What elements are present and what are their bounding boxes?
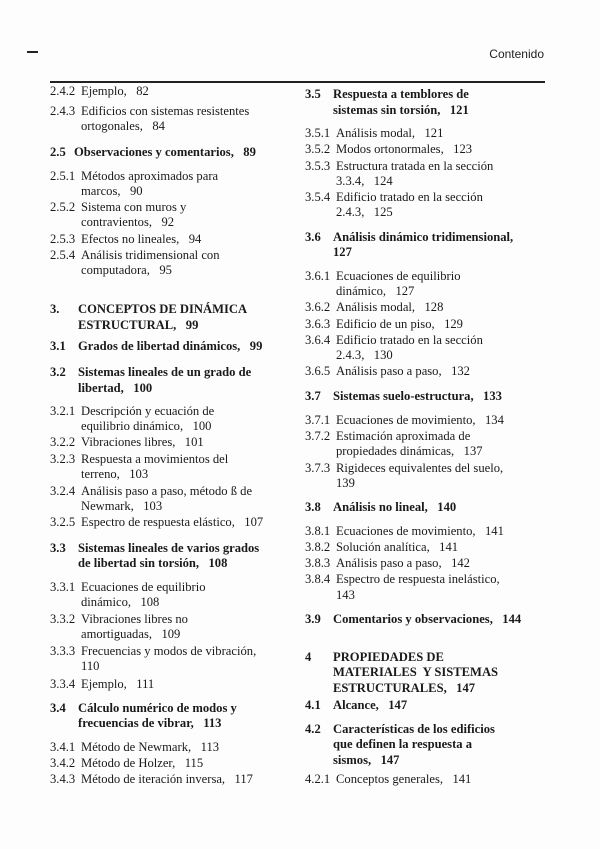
toc-entry-text: Análisis tridimensional con <box>81 248 220 262</box>
toc-entry-text: Vibraciones libres no <box>81 612 188 626</box>
toc-entry-text: Ejemplo, 82 <box>81 84 149 98</box>
toc-entry-text: amortiguadas, 109 <box>81 627 181 641</box>
toc-entry-number: 2.5.1 <box>50 169 76 183</box>
toc-entry-text: dinámico, 108 <box>81 595 160 609</box>
toc-entry-text: contravientos, 92 <box>81 215 175 229</box>
toc-entry-number: 3.8 <box>305 500 321 514</box>
toc-entry-text: frecuencias de vibrar, 113 <box>78 716 222 730</box>
toc-entry-text: CONCEPTOS DE DINÁMICA <box>78 302 248 316</box>
toc-entry-text: Newmark, 103 <box>81 499 163 513</box>
toc-entry-text: Sistema con muros y <box>81 200 187 214</box>
toc-entry-number: 3.3.4 <box>50 677 76 691</box>
toc-entry-number: 3.4.3 <box>50 772 76 786</box>
toc-entry-text: Método de iteración inversa, 117 <box>81 772 253 786</box>
toc-entry-number: 2.5 <box>50 145 66 159</box>
toc-entry-text: Análisis modal, 128 <box>336 300 444 314</box>
toc-entry-text: libertad, 100 <box>78 381 153 395</box>
toc-entry-text: Características de los edificios <box>333 722 495 736</box>
toc-entry-number: 3.3 <box>50 541 66 555</box>
toc-entry-text: MATERIALES Y SISTEMAS <box>333 665 499 679</box>
toc-entry-text: Edificio de un piso, 129 <box>336 317 463 331</box>
toc-entry-number: 3.5 <box>305 87 321 101</box>
toc-entry-number: 4.2.1 <box>305 772 331 786</box>
toc-entry-text: Alcance, 147 <box>333 698 408 712</box>
toc-entry-text: Análisis modal, 121 <box>336 126 444 140</box>
toc-entry-text: Ecuaciones de movimiento, 141 <box>336 524 504 538</box>
toc-entry-number: 3.4.2 <box>50 756 76 770</box>
toc-entry-number: 3. <box>50 302 60 316</box>
toc-entry-text: Vibraciones libres, 101 <box>81 435 204 449</box>
toc-entry-text: sismos, 147 <box>333 753 400 767</box>
toc-entry-text: Comentarios y observaciones, 144 <box>333 612 522 626</box>
toc-entry-text: que definen la respuesta a <box>333 737 473 751</box>
page-dash <box>27 51 38 53</box>
toc-entry-text: Respuesta a temblores de <box>333 87 469 101</box>
toc-entry-number: 2.5.3 <box>50 232 76 246</box>
toc-entry-text: Observaciones y comentarios, 89 <box>74 145 256 159</box>
toc-entry-number: 3.9 <box>305 612 321 626</box>
toc-entry-number: 4 <box>305 650 312 664</box>
toc-entry-text: 139 <box>336 476 355 490</box>
toc-entry-text: 127 <box>333 245 352 259</box>
toc-entry-text: Métodos aproximados para <box>81 169 219 183</box>
toc-entry-number: 3.2 <box>50 365 66 379</box>
toc-entry-number: 3.7 <box>305 389 321 403</box>
toc-entry-text: Rigideces equivalentes del suelo, <box>336 461 504 475</box>
toc-entry-text: 2.4.3, 125 <box>336 205 393 219</box>
toc-entry-text: Estimación aproximada de <box>336 429 471 443</box>
toc-entry-number: 3.4.1 <box>50 740 76 754</box>
toc-entry-text: Sistemas suelo-estructura, 133 <box>333 389 502 403</box>
toc-entry-text: Efectos no lineales, 94 <box>81 232 202 246</box>
toc-entry-text: Edificio tratado en la sección <box>336 190 483 204</box>
toc-entry-number: 3.6.4 <box>305 333 331 347</box>
toc-entry-text: Método de Holzer, 115 <box>81 756 204 770</box>
toc-entry-number: 2.5.4 <box>50 248 76 262</box>
toc-entry-number: 3.5.4 <box>305 190 331 204</box>
toc-entry-text: dinámico, 127 <box>336 284 415 298</box>
toc-entry-number: 2.4.3 <box>50 104 76 118</box>
toc-entry-text: Ecuaciones de movimiento, 134 <box>336 413 504 427</box>
toc-entry-number: 3.6.5 <box>305 364 331 378</box>
toc-entry-text: Espectro de respuesta elástico, 107 <box>81 515 264 529</box>
toc-entry-text: Cálculo numérico de modos y <box>78 701 237 715</box>
toc-entry-number: 3.1 <box>50 339 66 353</box>
toc-entry-number: 3.7.2 <box>305 429 331 443</box>
toc-entry-number: 4.2 <box>305 722 321 736</box>
toc-entry-text: Análisis paso a paso, 132 <box>336 364 470 378</box>
toc-entry-text: propiedades dinámicas, 137 <box>336 444 483 458</box>
toc-entry-number: 3.8.1 <box>305 524 331 538</box>
toc-entry-number: 3.5.2 <box>305 142 331 156</box>
toc-entry-number: 4.1 <box>305 698 321 712</box>
toc-entry-text: Espectro de respuesta inelástico, <box>336 572 500 586</box>
toc-entry-number: 3.6 <box>305 230 321 244</box>
toc-entry-text: Sistemas lineales de varios grados <box>78 541 260 555</box>
toc-entry-text: ESTRUCTURAL, 99 <box>78 318 199 332</box>
toc-entry-number: 3.8.4 <box>305 572 331 586</box>
toc-entry-text: Ecuaciones de equilibrio <box>81 580 206 594</box>
toc-entry-number: 2.4.2 <box>50 84 76 98</box>
toc-entry-text: equilibrio dinámico, 100 <box>81 419 212 433</box>
header-rule <box>50 81 545 83</box>
toc-entry-number: 3.2.2 <box>50 435 76 449</box>
toc-entry-text: PROPIEDADES DE <box>333 650 444 664</box>
toc-entry-number: 3.7.1 <box>305 413 331 427</box>
toc-entry-text: Conceptos generales, 141 <box>336 772 472 786</box>
toc-entry-number: 3.5.1 <box>305 126 331 140</box>
toc-entry-text: Respuesta a movimientos del <box>81 452 229 466</box>
toc-entry-number: 3.2.4 <box>50 484 76 498</box>
toc-entry-text: computadora, 95 <box>81 263 172 277</box>
toc-entry-text: Análisis paso a paso, 142 <box>336 556 470 570</box>
toc-entry-text: Solución analítica, 141 <box>336 540 459 554</box>
toc-entry-number: 3.7.3 <box>305 461 331 475</box>
toc-entry-number: 3.2.3 <box>50 452 76 466</box>
toc-entry-text: 3.3.4, 124 <box>336 174 393 188</box>
toc-entry-text: ortogonales, 84 <box>81 119 165 133</box>
toc-entry-number: 3.3.1 <box>50 580 76 594</box>
toc-entry-number: 2.5.2 <box>50 200 76 214</box>
toc-entry-number: 3.2.5 <box>50 515 76 529</box>
toc-entry-text: Análisis paso a paso, método ß de <box>81 484 253 498</box>
toc-entry-number: 3.3.3 <box>50 644 76 658</box>
running-header: Contenido <box>489 47 544 61</box>
toc-entry-text: Análisis no lineal, 140 <box>333 500 457 514</box>
toc-entry-text: Grados de libertad dinámicos, 99 <box>78 339 263 353</box>
toc-entry-text: Análisis dinámico tridimensional, <box>333 230 514 244</box>
toc-entry-text: Modos ortonormales, 123 <box>336 142 473 156</box>
toc-entry-text: ESTRUCTURALES, 147 <box>333 681 476 695</box>
toc-entry-number: 3.2.1 <box>50 404 76 418</box>
toc-entry-text: Descripción y ecuación de <box>81 404 215 418</box>
toc-entry-text: Ecuaciones de equilibrio <box>336 269 461 283</box>
toc-entry-text: terreno, 103 <box>81 467 149 481</box>
toc-entry-text: Método de Newmark, 113 <box>81 740 220 754</box>
toc-entry-text: Estructura tratada en la sección <box>336 159 494 173</box>
toc-entry-number: 3.3.2 <box>50 612 76 626</box>
toc-entry-text: Frecuencias y modos de vibración, <box>81 644 257 658</box>
toc-entry-text: sistemas sin torsión, 121 <box>333 103 469 117</box>
toc-entry-text: 143 <box>336 588 355 602</box>
toc-entry-text: 2.4.3, 130 <box>336 348 393 362</box>
toc-entry-number: 3.6.1 <box>305 269 331 283</box>
toc-entry-text: Ejemplo, 111 <box>81 677 155 691</box>
toc-entry-text: de libertad sin torsión, 108 <box>78 556 228 570</box>
toc-entry-text: Edificio tratado en la sección <box>336 333 483 347</box>
toc-entry-text: 110 <box>81 659 100 673</box>
toc-entry-number: 3.8.2 <box>305 540 331 554</box>
toc-entry-number: 3.8.3 <box>305 556 331 570</box>
toc-entry-text: Edificios con sistemas resistentes <box>81 104 250 118</box>
toc-entry-number: 3.4 <box>50 701 66 715</box>
toc-entry-number: 3.6.3 <box>305 317 331 331</box>
toc-entry-number: 3.5.3 <box>305 159 331 173</box>
toc-entry-text: Sistemas lineales de un grado de <box>78 365 252 379</box>
toc-entry-text: marcos, 90 <box>81 184 143 198</box>
toc-entry-number: 3.6.2 <box>305 300 331 314</box>
